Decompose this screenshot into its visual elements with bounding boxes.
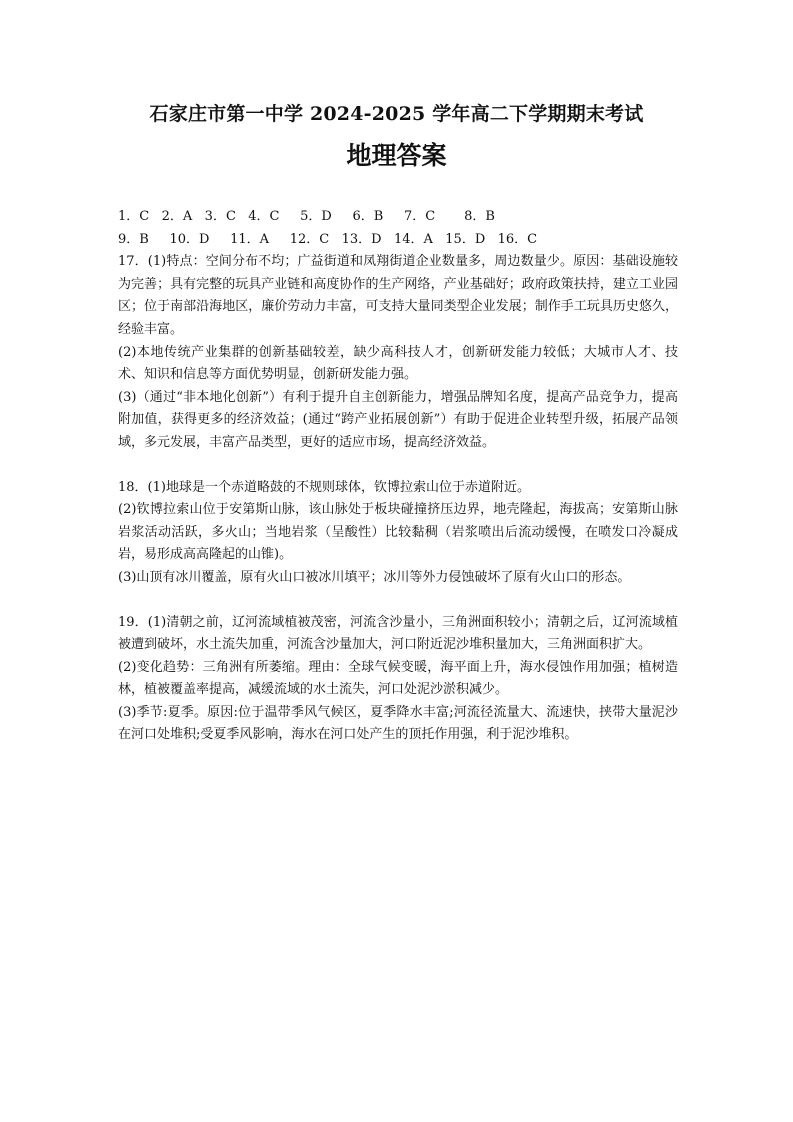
- section-spacer: [118, 590, 678, 612]
- q18-part-1: 18．(1)地球是一个赤道略鼓的不规则球体，钦博拉索山位于赤道附近。: [118, 479, 530, 495]
- q19-part-1: 19．(1)清朝之前，辽河流域植被茂密，河流含沙量小，三角洲面积较小；清朝之后，辽河流域植被遭到破坏，水土流失加重，河流含沙量加大，河口附近泥沙堆积量加大，三角洲面积扩大。: [118, 614, 678, 653]
- exam-subtitle: 地理答案: [346, 141, 447, 170]
- q19-part-3: (3)季节:夏季。原因:位于温带季风气候区，夏季降水丰富;河流径流量大、流速快，挟带大量泥沙在河口处堆积;受夏季风影响，海水在河口处产生的顶托作用强，利于泥沙堆积。: [118, 704, 678, 743]
- q18-part-2: (2)钦博拉索山位于安第斯山脉，该山脉处于板块碰撞挤压边界，地壳隆起，海拔高；安第斯山脉岩浆活动活跃，多火山；当地岩浆（呈酸性）比较黏稠（岩浆喷出后流动缓慢，在喷发口冷凝成岩，易形成高高隆起的山锥)。: [118, 502, 678, 563]
- choice-answers-line-2: 9．B 10．D 11．A 12．C 13．D 14．A 15．D 16．C: [118, 231, 538, 247]
- q17-part-2: (2)本地传统产业集群的创新基础较差，缺少高科技人才，创新研发能力较低；大城市人才、技术、知识和信息等方面优势明显，创新研发能力强。: [118, 344, 678, 383]
- q19-part-2: (2)变化趋势：三角洲有所萎缩。理由：全球气候变暖，海平面上升，海水侵蚀作用加强；植树造林，植被覆盖率提高，减缓流域的水土流失，河口处泥沙淤积减少。: [118, 659, 678, 698]
- answer-body: [118, 206, 678, 747]
- q17-part-1: 17．(1)特点：空间分布不均；广益街道和凤翔街道企业数量多，周边数量少。原因：基础设施较为完善；具有完整的玩具产业链和高度协作的生产网络，产业基础好；政府政策扶持，建立工业园区；位于南部沿海地区，廉价劳动力丰富，可支持大量同类型企业发展；制作手工玩具历史悠久，经验丰富。: [118, 254, 678, 337]
- q18-part-3: (3)山顶有冰川覆盖，原有火山口被冰川填平；冰川等外力侵蚀破坏了原有火山口的形态。: [118, 569, 631, 585]
- q17-part-3: (3)（通过“非本地化创新”）有利于提升自主创新能力，增强品牌知名度，提高产品竞争力，提高附加值，获得更多的经济效益；(通过“跨产业拓展创新”）有助于促进企业转型升级，拓展产品领域，多元发展，丰富产品类型，更好的适应市场，提高经济效益。: [118, 389, 678, 450]
- section-spacer: [118, 455, 678, 477]
- choice-answers-line-1: 1．C 2．A 3．C 4．C 5．D 6．B 7．C 8．B: [118, 209, 495, 224]
- exam-title: 石家庄市第一中学 2024-2025 学年高二下学期期末考试: [149, 103, 644, 125]
